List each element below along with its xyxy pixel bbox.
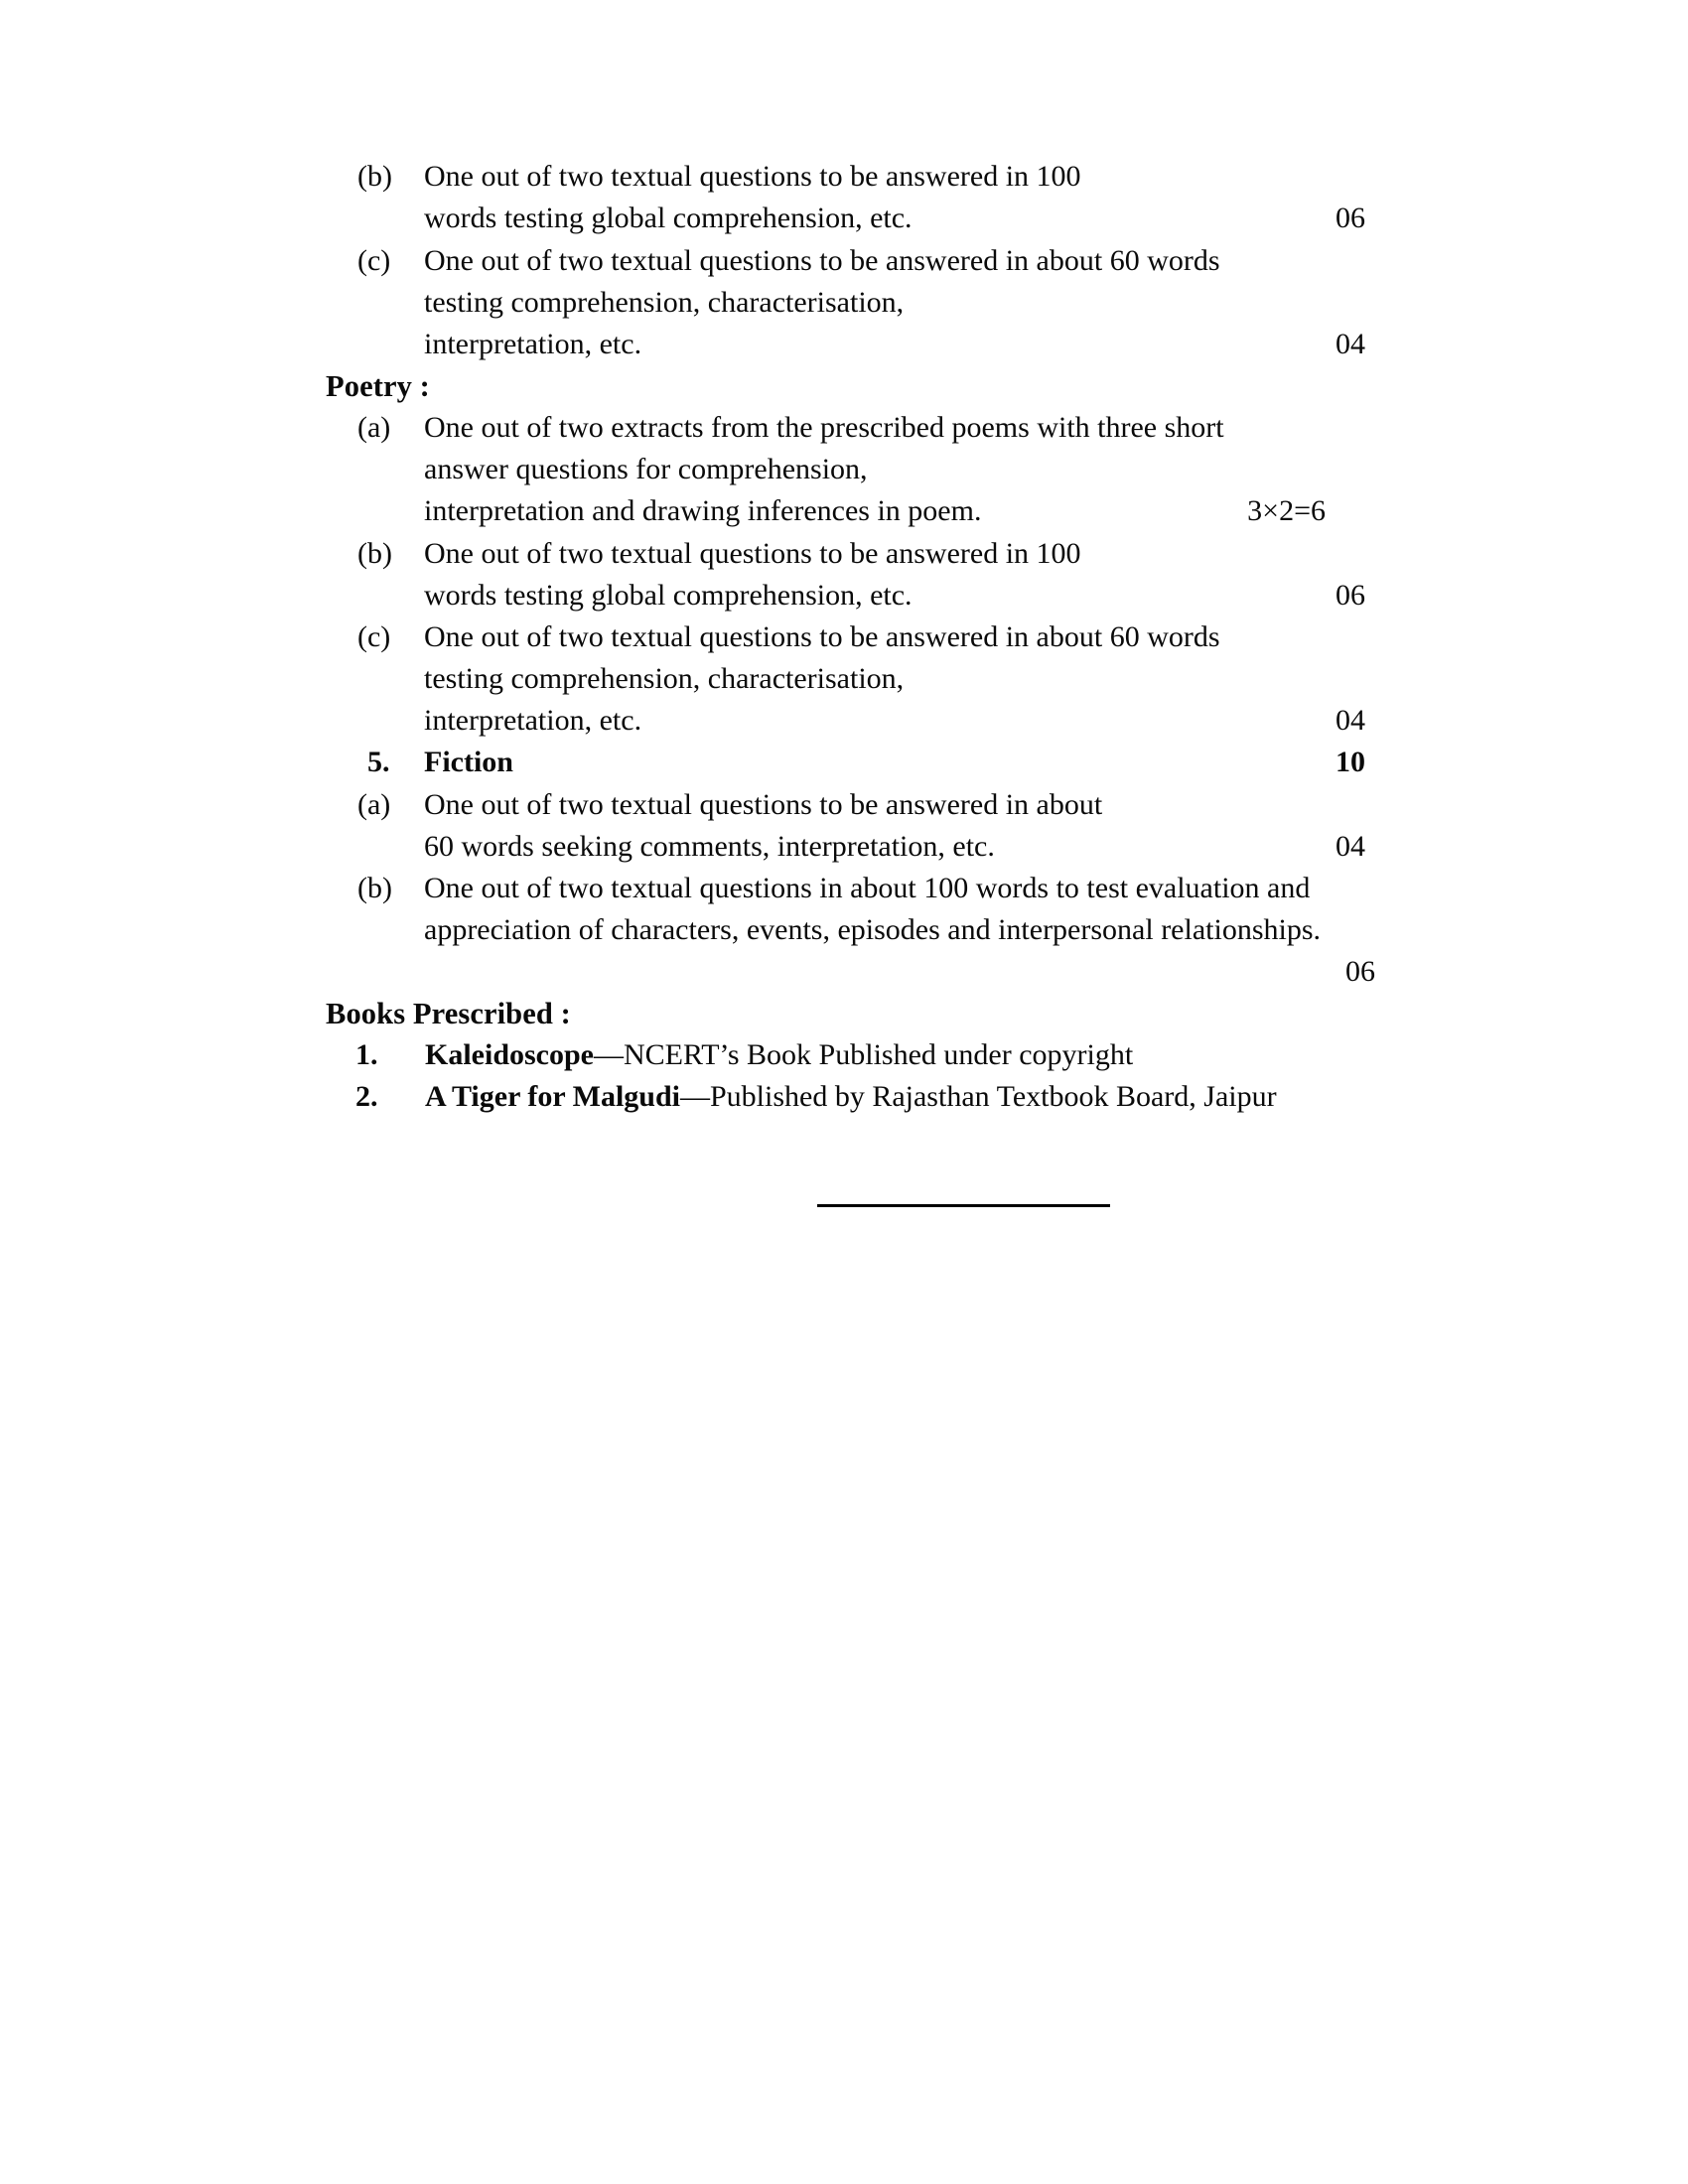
- book-publisher-text: —Published by Rajasthan Textbook Board, Jaipur: [679, 1080, 1277, 1113]
- list-item-marker: (c): [357, 620, 391, 653]
- book-title: Kaleidoscope: [425, 1038, 594, 1071]
- list-item-text-continued: words testing global comprehension, etc.: [424, 202, 913, 234]
- list-item-marker: (b): [357, 160, 392, 193]
- list-item-marker: (c): [357, 244, 391, 277]
- list-item-text: One out of two textual questions to be answered in about: [424, 788, 1103, 821]
- list-item-text: One out of two textual questions to be answered in 100: [424, 537, 1081, 570]
- list-item-marker: (a): [357, 411, 391, 444]
- marks-value: 04: [1336, 704, 1365, 737]
- list-item-text-continued: interpretation and drawing inferences in poem.: [424, 494, 982, 527]
- section-heading-poetry: Poetry :: [326, 369, 430, 403]
- marks-value: 04: [1336, 328, 1365, 360]
- list-item-text-continued: testing comprehension, characterisation,: [424, 286, 905, 319]
- list-item-marker: (a): [357, 788, 391, 821]
- footer-divider: [817, 1204, 1110, 1207]
- marks-value: 10: [1336, 746, 1365, 778]
- book-publisher-text: —NCERT’s Book Published under copyright: [594, 1038, 1134, 1071]
- marks-value: 04: [1336, 830, 1365, 863]
- list-item-text: One out of two textual questions to be answered in about 60 words: [424, 620, 1220, 653]
- marks-value: 06: [1336, 202, 1365, 234]
- list-item-text-continued: 60 words seeking comments, interpretation, etc.: [424, 830, 995, 863]
- marks-value: 06: [1345, 955, 1375, 988]
- list-item-text: One out of two extracts from the prescribed poems with three short: [424, 411, 1224, 444]
- marks-value: 3×2=6: [1247, 494, 1326, 527]
- list-item-marker: (b): [357, 537, 392, 570]
- book-publisher: [425, 1034, 1133, 1076]
- list-item-text-continued: appreciation of characters, events, episodes and interpersonal relationships.: [424, 913, 1322, 946]
- marks-value: 06: [1336, 579, 1365, 612]
- list-item-marker: (b): [357, 872, 392, 904]
- book-number: 1.: [355, 1038, 378, 1071]
- list-item-text-continued: interpretation, etc.: [424, 328, 642, 360]
- list-item-text: One out of two textual questions to be answered in about 60 words: [424, 244, 1220, 277]
- section-number: 5.: [367, 746, 390, 778]
- list-item-text-continued: words testing global comprehension, etc.: [424, 579, 913, 612]
- book-title: A Tiger for Malgudi: [425, 1080, 680, 1113]
- list-item-text-continued: answer questions for comprehension,: [424, 453, 868, 485]
- book-publisher: [425, 1076, 1277, 1118]
- section-heading-books-prescribed: Books Prescribed :: [326, 997, 571, 1030]
- list-item-text: One out of two textual questions to be answered in 100: [424, 160, 1081, 193]
- list-item-text-continued: testing comprehension, characterisation,: [424, 662, 905, 695]
- book-number: 2.: [355, 1080, 378, 1113]
- section-title: Fiction: [424, 746, 513, 778]
- list-item-text: One out of two textual questions in about 100 words to test evaluation and: [424, 872, 1311, 904]
- list-item-text-continued: interpretation, etc.: [424, 704, 642, 737]
